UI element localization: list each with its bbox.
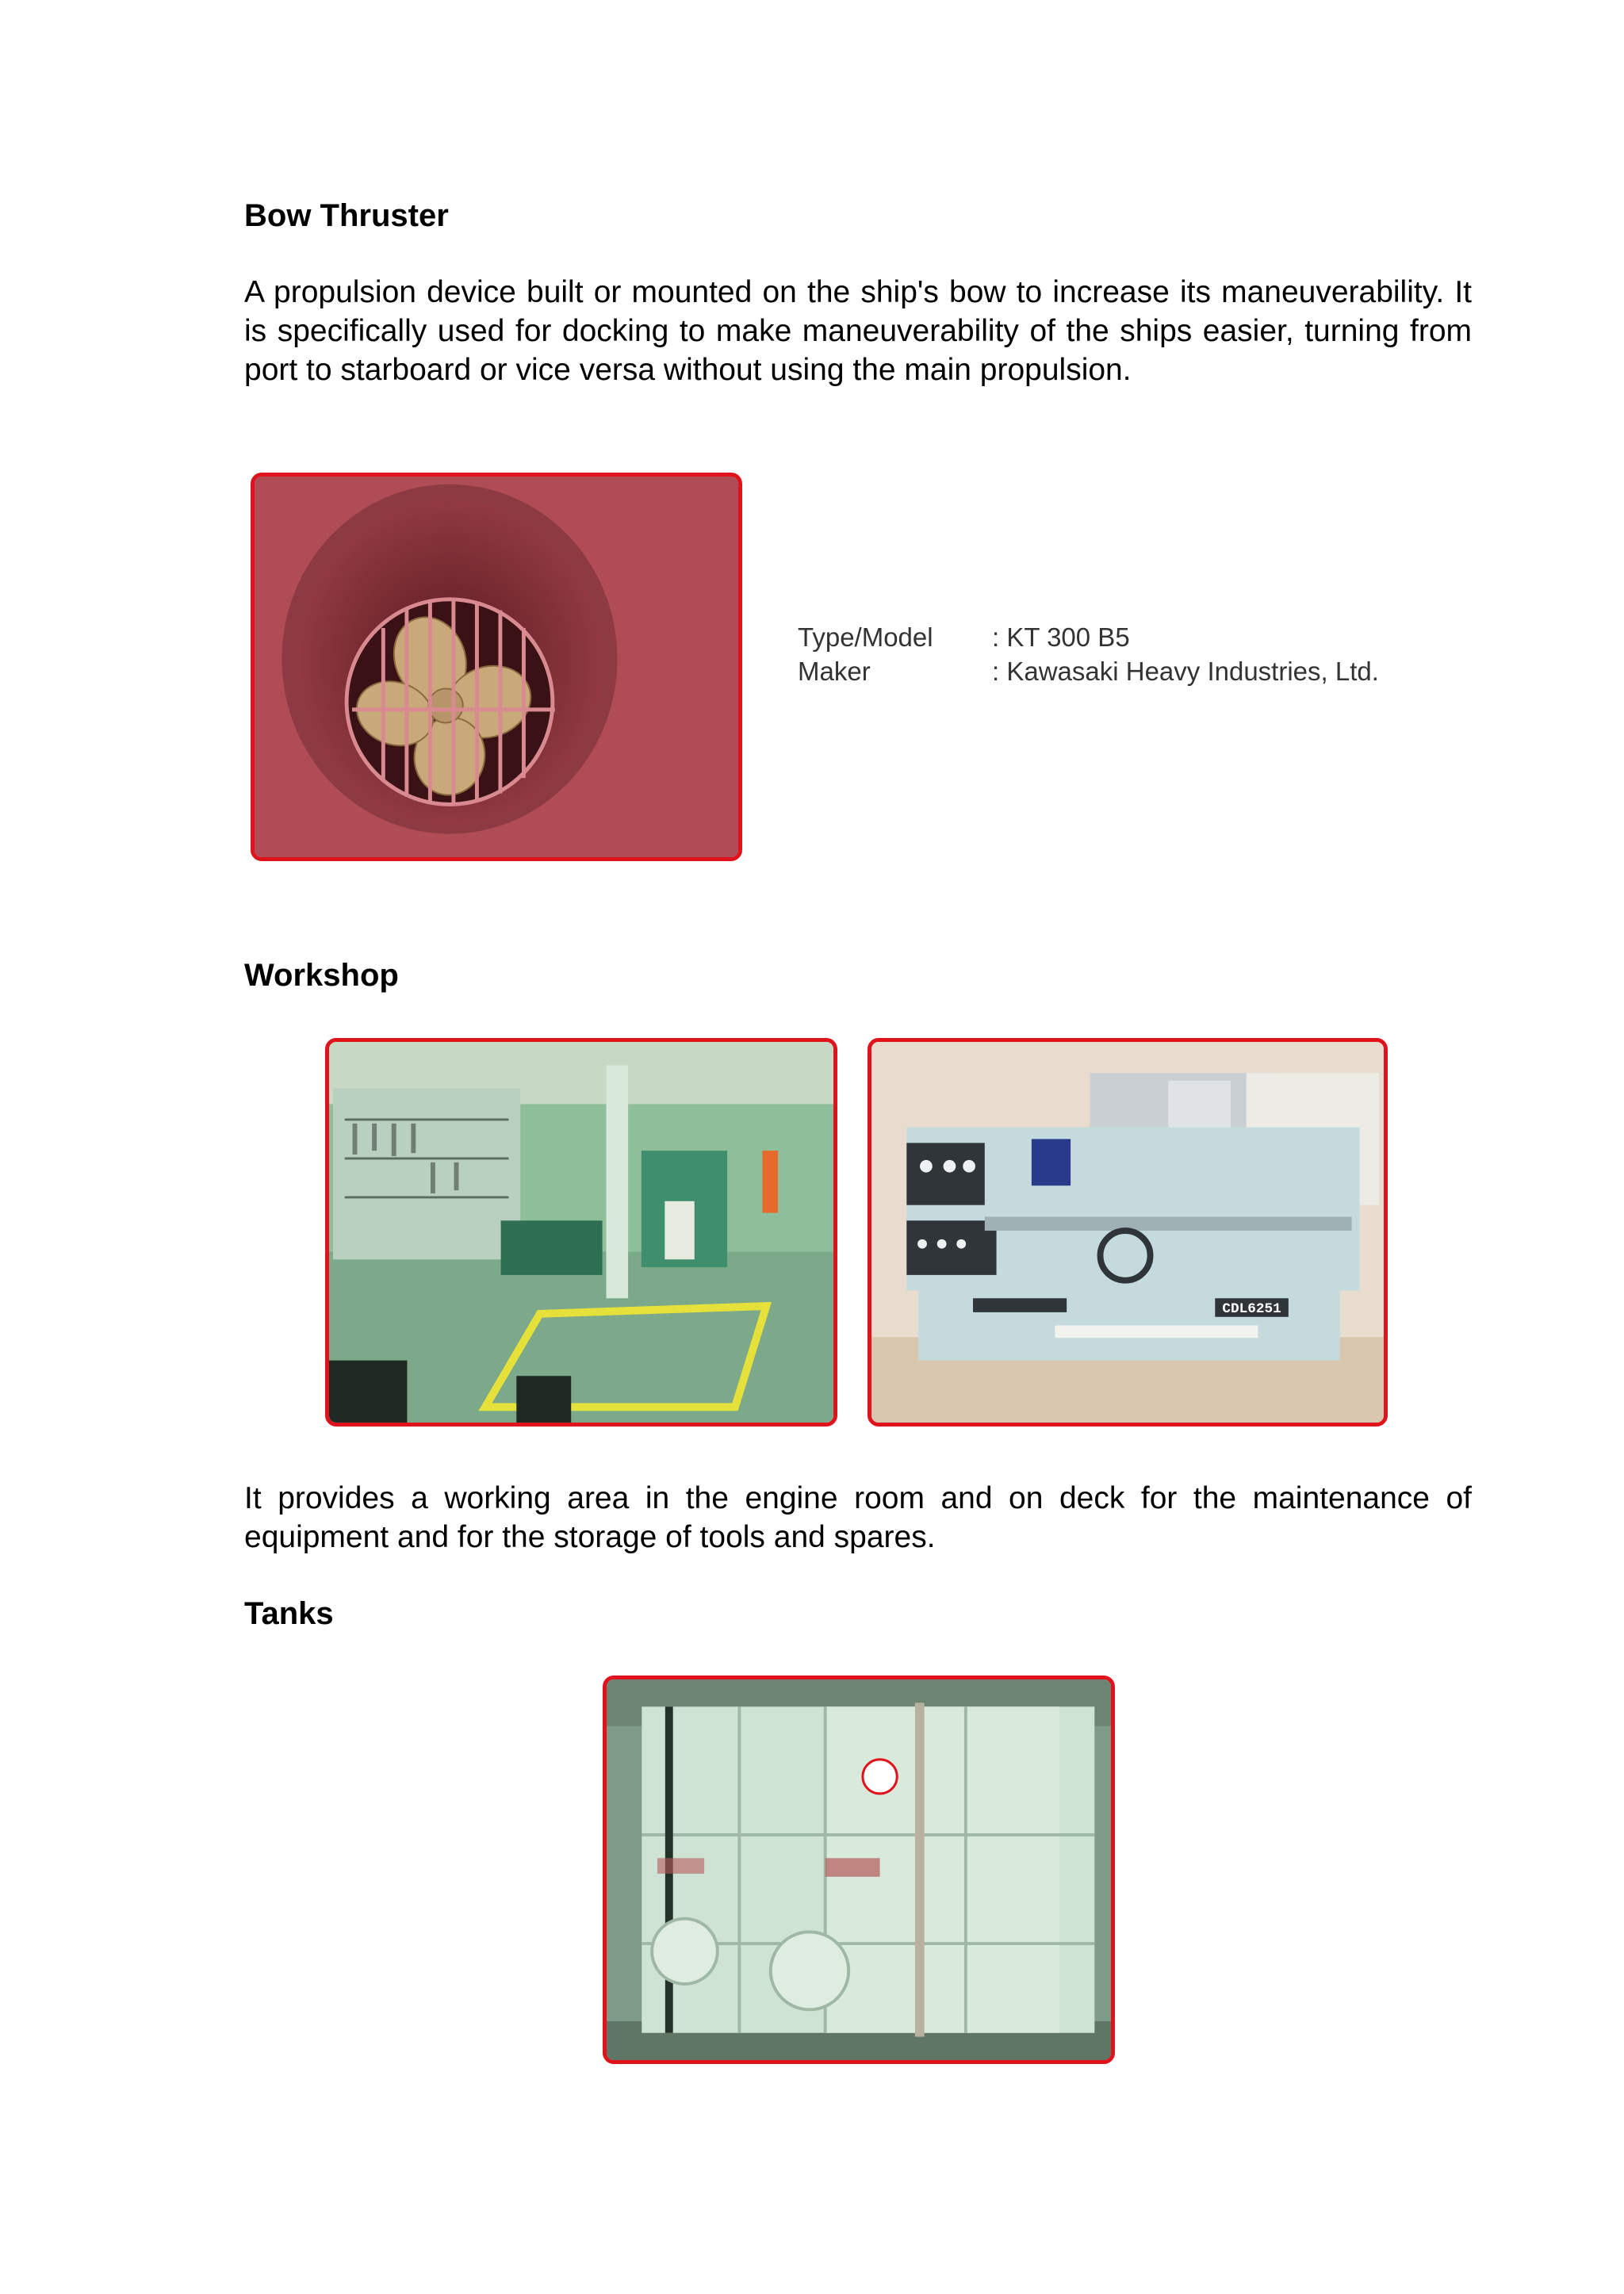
tanks-heading: Tanks [244,1596,334,1631]
workshop-heading: Workshop [244,958,399,993]
bow-thruster-specs [798,620,1379,688]
spec-value-type-model: : KT 300 B5 [992,622,1130,652]
tanks-photo [603,1676,1115,2064]
lathe-model-plate: CDL6251 [1222,1300,1281,1317]
bow-thruster-photo [251,473,742,861]
spec-label-type-model: Type/Model [798,622,933,652]
spec-label-maker: Maker [798,657,871,686]
workshop-room-photo [325,1038,837,1427]
bow-thruster-description: A propulsion device built or mounted on the ship's bow to increase its maneuverability. It is specifically used for docking to make maneuverability of the ships easier, turning from port to starboard or vice versa without using the main propulsion. [244,275,1472,387]
lathe-machine-photo [868,1038,1388,1427]
spec-row [798,654,1379,688]
workshop-description: It provides a working area in the engine room and on deck for the maintenance of equipment and for the storage of tools and spares. [244,1481,1472,1554]
bow-thruster-heading: Bow Thruster [244,198,449,233]
spec-row [798,620,1379,654]
spec-value-maker: : Kawasaki Heavy Industries, Ltd. [992,657,1379,686]
